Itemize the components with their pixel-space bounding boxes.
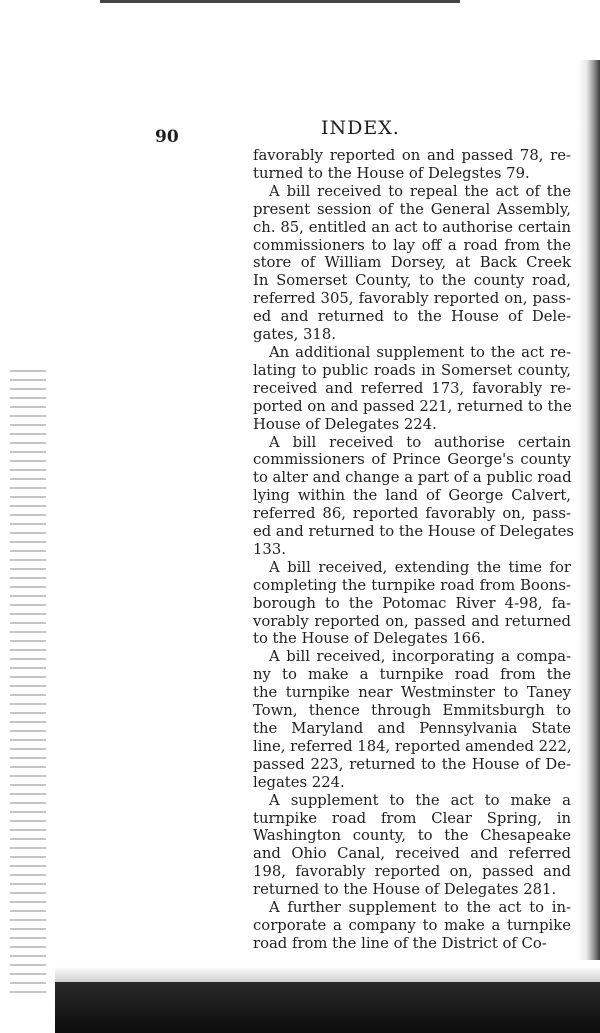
index-entry: [253, 147, 571, 183]
index-line: A bill received to authorise certain: [269, 433, 571, 451]
scan-top-rule: [100, 0, 460, 3]
index-entry: [253, 183, 571, 344]
scan-left-specks: [10, 370, 46, 1000]
index-line: ny to make a turnpike road from the: [253, 666, 571, 684]
scan-bottom-light: [55, 966, 600, 982]
index-line: ch. 85, entitled an act to authorise certain: [253, 218, 571, 236]
index-line: A supplement to the act to make a: [269, 791, 571, 809]
index-entry: [253, 792, 571, 899]
index-line: vorably reported on, passed and returned: [253, 612, 571, 630]
page-number: 90: [155, 127, 179, 147]
index-line: line, referred 184, reported amended 222,: [253, 737, 572, 755]
index-line: In Somerset County, to the county road,: [253, 272, 571, 290]
index-entry: [253, 648, 571, 791]
index-line: borough to the Potomac River 4-98, fa-: [253, 594, 571, 612]
scan-bottom-bar: [55, 982, 600, 1033]
index-line: to alter and change a part of a public road: [253, 469, 572, 487]
index-line: referred 305, favorably reported on, pass-: [253, 290, 571, 308]
index-line: turned to the House of Delegstes 79.: [253, 164, 530, 182]
index-line: commissioners to lay off a road from the: [253, 236, 571, 254]
index-line: to the House of Delegates 166.: [253, 630, 486, 648]
index-line: ed and returned to the House of Delegates: [253, 523, 574, 541]
index-line: Town, thence through Emmitsburgh to: [253, 702, 571, 720]
index-line: A bill received to repeal the act of the: [269, 182, 571, 200]
index-line: road from the line of the District of Co-: [253, 934, 547, 952]
index-line: ported on and passed 221, returned to the: [253, 397, 572, 415]
index-line: the Maryland and Pennsylvania State: [253, 720, 571, 737]
index-line: store of William Dorsey, at Back Creek: [253, 254, 571, 272]
index-line: House of Delegates 224.: [253, 415, 437, 433]
index-line: legates 224.: [253, 773, 345, 791]
index-line: Washington county, to the Chesapeake: [253, 827, 571, 845]
index-line: A bill received, incorporating a compa-: [269, 648, 571, 666]
index-line: A bill received, extending the time for: [269, 558, 571, 576]
index-line: present session of the General Assembly,: [253, 200, 571, 218]
index-line: corporate a company to make a turnpike: [253, 916, 571, 934]
index-line: turnpike road from Clear Spring, in: [253, 809, 571, 827]
index-line: referred 86, reported favorably on, pass-: [253, 505, 571, 523]
index-line: favorably reported on and passed 78, re-: [253, 147, 571, 164]
index-line: lying within the land of George Calvert,: [253, 487, 571, 505]
index-line: ed and returned to the House of Dele-: [253, 308, 571, 326]
index-line: completing the turnpike road from Boons-: [253, 576, 571, 594]
index-line: passed 223, returned to the House of De-: [253, 755, 571, 773]
index-entry: [253, 559, 571, 649]
index-line: the turnpike near Westminster to Taney: [253, 684, 571, 702]
index-line: gates, 318.: [253, 326, 336, 344]
index-column: [253, 147, 574, 953]
index-entry: [253, 344, 571, 434]
index-line: and Ohio Canal, received and referred: [253, 845, 571, 863]
index-line: returned to the House of Delegates 281.: [253, 881, 557, 899]
index-line: received and referred 173, favorably re-: [253, 379, 571, 397]
index-entry: [253, 433, 574, 559]
index-line: commissioners of Prince George's county: [253, 451, 571, 469]
scan-right-edge: [578, 60, 600, 960]
index-line: lating to public roads in Somerset county,: [253, 361, 571, 379]
running-head: INDEX.: [321, 117, 400, 139]
index-line: 198, favorably reported on, passed and: [253, 863, 571, 881]
index-line: 133.: [253, 540, 286, 558]
index-line: A further supplement to the act to in-: [269, 899, 571, 917]
index-line: An additional supplement to the act re-: [269, 343, 571, 361]
index-entry: [253, 899, 571, 953]
